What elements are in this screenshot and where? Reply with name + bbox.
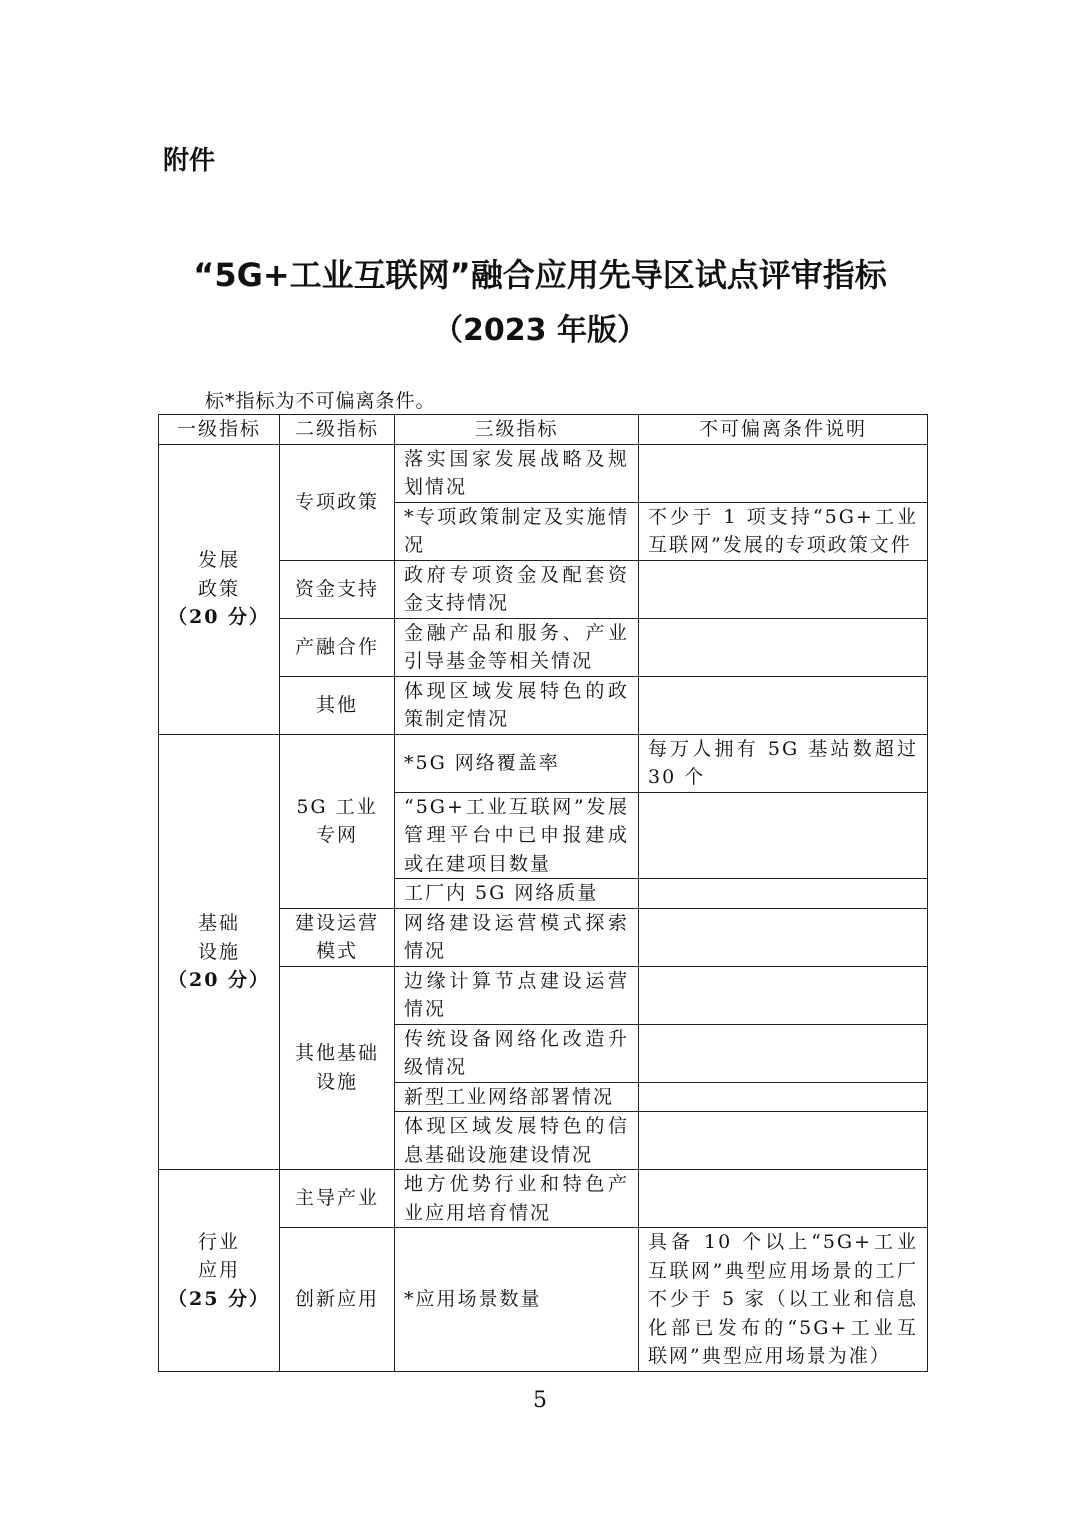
level2-label: 5G 工业 — [296, 795, 378, 818]
condition-cell — [639, 618, 928, 676]
level3-cell: *应用场景数量 — [395, 1228, 639, 1372]
level2-cell — [280, 444, 395, 560]
header-level3: 三级指标 — [395, 415, 639, 445]
document-subtitle: （2023 年版） — [433, 313, 647, 348]
level2-cell — [280, 676, 395, 734]
level3-cell: 政府专项资金及配套资金支持情况 — [395, 560, 639, 618]
level3-cell: 工厂内 5G 网络质量 — [395, 879, 639, 909]
level2-label: 建设运营 — [294, 911, 379, 934]
level2-label: 产融合作 — [294, 635, 379, 658]
header-level1: 一级指标 — [159, 415, 280, 445]
level3-cell: 网络建设运营模式探索情况 — [395, 908, 639, 966]
table-note: 标*指标为不可偏离条件。 — [205, 390, 436, 412]
level1-label: 设施 — [197, 940, 240, 963]
condition-cell — [639, 1112, 928, 1170]
level3-cell: 新型工业网络部署情况 — [395, 1082, 639, 1112]
level1-label: 应用 — [197, 1259, 240, 1281]
condition-cell: 具备 10 个以上“5G+工业互联网”典型应用场景的工厂不少于 5 家（以工业和信息化部已发布的“5G+工业互联网”典型应用场景为准） — [639, 1228, 928, 1372]
page-number: 5 — [533, 1388, 547, 1413]
level2-cell — [280, 734, 395, 908]
level1-score: （20 分） — [168, 606, 271, 629]
condition-cell — [639, 1082, 928, 1112]
level2-label: 主导产业 — [294, 1187, 379, 1210]
level2-cell — [280, 966, 395, 1170]
level1-cell — [159, 734, 280, 1170]
level2-label: 其他基础 — [294, 1042, 379, 1065]
evaluation-index-table — [158, 414, 928, 1372]
level1-label: 政策 — [197, 577, 240, 600]
table-row — [159, 444, 928, 502]
condition-cell — [639, 560, 928, 618]
condition-cell — [639, 1024, 928, 1082]
table-row — [159, 734, 928, 792]
condition-cell — [639, 444, 928, 502]
table-row — [159, 1170, 928, 1228]
level3-cell: “5G+工业互联网”发展管理平台中已申报建成或在建项目数量 — [395, 792, 639, 879]
level1-cell — [159, 1170, 280, 1372]
level1-label: 基础 — [197, 912, 240, 934]
level2-cell — [280, 1228, 395, 1372]
condition-cell — [639, 792, 928, 879]
level2-cell — [280, 908, 395, 966]
condition-cell: 不少于 1 项支持“5G+工业互联网”发展的专项政策文件 — [639, 502, 928, 560]
level2-label: 专网 — [315, 824, 358, 846]
level3-cell: 金融产品和服务、产业引导基金等相关情况 — [395, 618, 639, 676]
condition-cell — [639, 879, 928, 909]
header-level2: 二级指标 — [280, 415, 395, 445]
attachment-label: 附件 — [163, 146, 216, 176]
level3-cell: 体现区域发展特色的信息基础设施建设情况 — [395, 1112, 639, 1170]
level3-cell: 边缘计算节点建设运营情况 — [395, 966, 639, 1024]
header-condition: 不可偏离条件说明 — [639, 415, 928, 445]
level3-cell: 传统设备网络化改造升级情况 — [395, 1024, 639, 1082]
level2-cell — [280, 560, 395, 618]
level2-cell — [280, 1170, 395, 1228]
document-title: “5G+工业互联网”融合应用先导区试点评审指标 — [193, 256, 887, 294]
condition-cell: 每万人拥有 5G 基站数超过 30 个 — [639, 734, 928, 792]
condition-cell — [639, 676, 928, 734]
level2-label: 专项政策 — [294, 490, 379, 513]
level3-cell: *5G 网络覆盖率 — [395, 734, 639, 792]
level1-label: 发展 — [197, 549, 240, 572]
level1-label: 行业 — [197, 1230, 240, 1253]
condition-cell — [639, 966, 928, 1024]
level2-label: 设施 — [315, 1070, 358, 1093]
level3-cell: 体现区域发展特色的政策制定情况 — [395, 676, 639, 734]
level3-cell: *专项政策制定及实施情况 — [395, 502, 639, 560]
level1-score: （25 分） — [168, 1287, 271, 1310]
level1-cell — [159, 444, 280, 734]
condition-cell — [639, 1170, 928, 1228]
condition-cell — [639, 908, 928, 966]
level2-label: 创新应用 — [294, 1288, 379, 1310]
table-body — [159, 444, 928, 1371]
table-header-row — [159, 415, 928, 445]
level2-label: 模式 — [315, 940, 358, 962]
level2-label: 资金支持 — [294, 577, 379, 600]
level3-cell: 落实国家发展战略及规划情况 — [395, 444, 639, 502]
level2-label: 其他 — [315, 693, 358, 716]
level2-cell — [280, 618, 395, 676]
level3-cell: 地方优势行业和特色产业应用培育情况 — [395, 1170, 639, 1228]
level1-score: （20 分） — [168, 969, 271, 991]
